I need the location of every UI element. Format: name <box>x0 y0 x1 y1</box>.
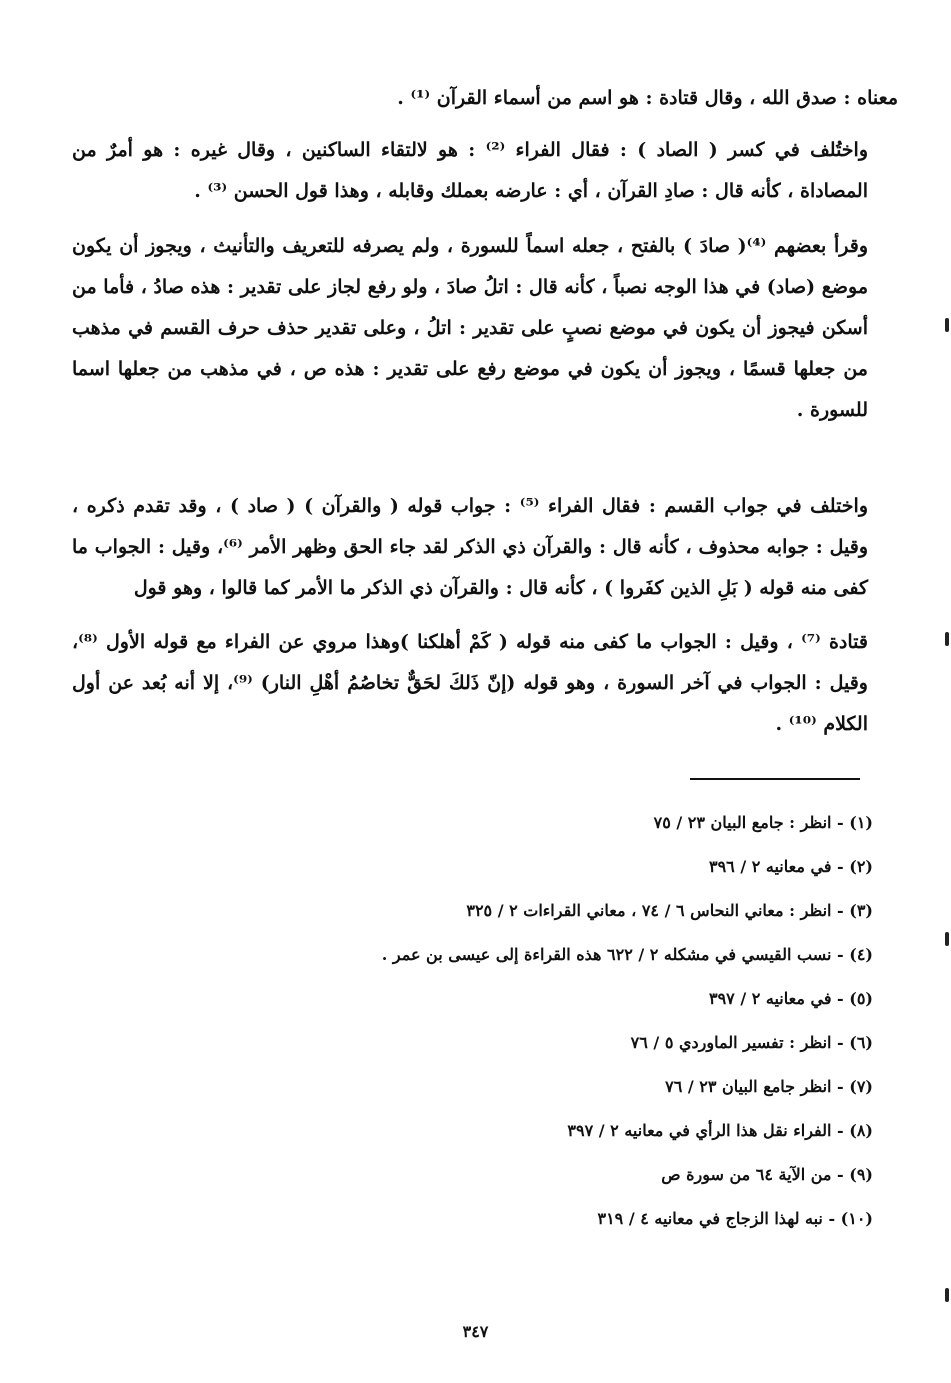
footnote-item: (٩) - من الآية ٦٤ من سورة ص <box>661 1165 873 1184</box>
paragraph-text: قتادة ⁽⁷⁾ ، وقيل : الجواب ما كفى منه قوله ( كَمْ أهلكنا )وهذا مروي عن الفراء مع قوله الأول ⁽⁸⁾، وقيل : الجواب في آخر السورة ، وهو قوله (إنّ ذَلكَ لحَقٌّ تخاصُمُ أهْلِ النار) ⁽⁹⁾، إلا أنه بُعد عن أول الكلام ⁽¹⁰⁾ . <box>72 631 868 735</box>
paragraph-text: واختلف في جواب القسم : فقال الفراء ⁽⁵⁾ : جواب قوله ( والقرآن ) ( صاد ) ، وقد تقدم ذكره ، وقيل : جوابه محذوف ، كأنه قال : والقرآن ذي الذكر لقد جاء الحق وظهر الأمر ⁽⁶⁾، وقيل : الجواب ما كفى منه قوله ( بَلِ الذين كفَروا ) ، كأنه قال : والقرآن ذي الذكر ما الأمر كما قالوا ، وهو قول <box>72 495 868 599</box>
footnote-item: (٧) - انظر جامع البيان ٢٣ / ٧٦ <box>665 1077 873 1096</box>
footnotes-list <box>273 805 873 1245</box>
paragraph-text: معناه : صدق الله ، وقال قتادة : هو اسم من أسماء القرآن ⁽¹⁾ . <box>397 87 898 109</box>
footnote-item: (٦) - انظر : تفسير الماوردي ٥ / ٧٦ <box>630 1033 873 1052</box>
footnote-item: (٤) - نسب القيسي في مشكله ٢ / ٦٢٢ هذه القراءة إلى عيسى بن عمر . <box>381 945 873 964</box>
paragraph-oath-answer <box>72 486 898 609</box>
scan-edge-mark <box>945 318 949 332</box>
paragraph-oath-answer-cont <box>72 622 898 745</box>
footnote-item: (٨) - الفراء نقل هذا الرأي في معانيه ٢ / ٣٩٧ <box>567 1121 873 1140</box>
scan-edge-mark <box>945 932 949 946</box>
paragraph-sad-kasr <box>72 130 898 212</box>
footnote-item: (٢) - في معانيه ٢ / ٣٩٦ <box>708 857 873 876</box>
footnote-item: (١) - انظر : جامع البيان ٢٣ / ٧٥ <box>653 813 873 832</box>
scan-edge-mark <box>945 1288 949 1302</box>
paragraph-sad-fath <box>72 226 898 431</box>
paragraph-text: واختُلف في كسر ( الصاد ) : فقال الفراء ⁽²⁾ : هو لالتقاء الساكنين ، وقال غيره : هو أمرٌ من المصاداة ، كأنه قال : صادِ القرآن ، أي : عارضه بعملك وقابله ، وهذا قول الحسن ⁽³⁾ . <box>72 139 869 202</box>
paragraph-meaning <box>72 78 898 119</box>
footnote-item: (٥) - في معانيه ٢ / ٣٩٧ <box>708 989 873 1008</box>
page-number: ٣٤٧ <box>462 1322 489 1341</box>
scan-edge-mark <box>945 632 949 646</box>
footnote-item: (٣) - انظر : معاني النحاس ٦ / ٧٤ ، معاني القراءات ٢ / ٣٢٥ <box>466 901 873 920</box>
footnote-item: (١٠) - نبه لهذا الزجاج في معانيه ٤ / ٣١٩ <box>597 1209 873 1228</box>
paragraph-text: وقرأ بعضهم ⁽⁴⁾( صادَ ) بالفتح ، جعله اسماً للسورة ، ولم يصرفه للتعريف والتأنيث ، ويجوز أن يكون موضع (صاد) في هذا الوجه نصباً ، كأنه قال : اتلُ صادَ ، ولو رفع لجاز على تقدير : هذه صادُ ، فأما من أسكن فيجوز أن يكون في موضع نصبٍ على تقدير : اتلُ ، وعلى تقدير حذف حرف القسم في مذهب من جعلها قسمًا ، ويجوز أن يكون في موضع رفع على تقدير : هذه ص ، في مذهب من جعلها اسما للسورة . <box>72 235 868 421</box>
footnote-separator <box>690 778 860 780</box>
